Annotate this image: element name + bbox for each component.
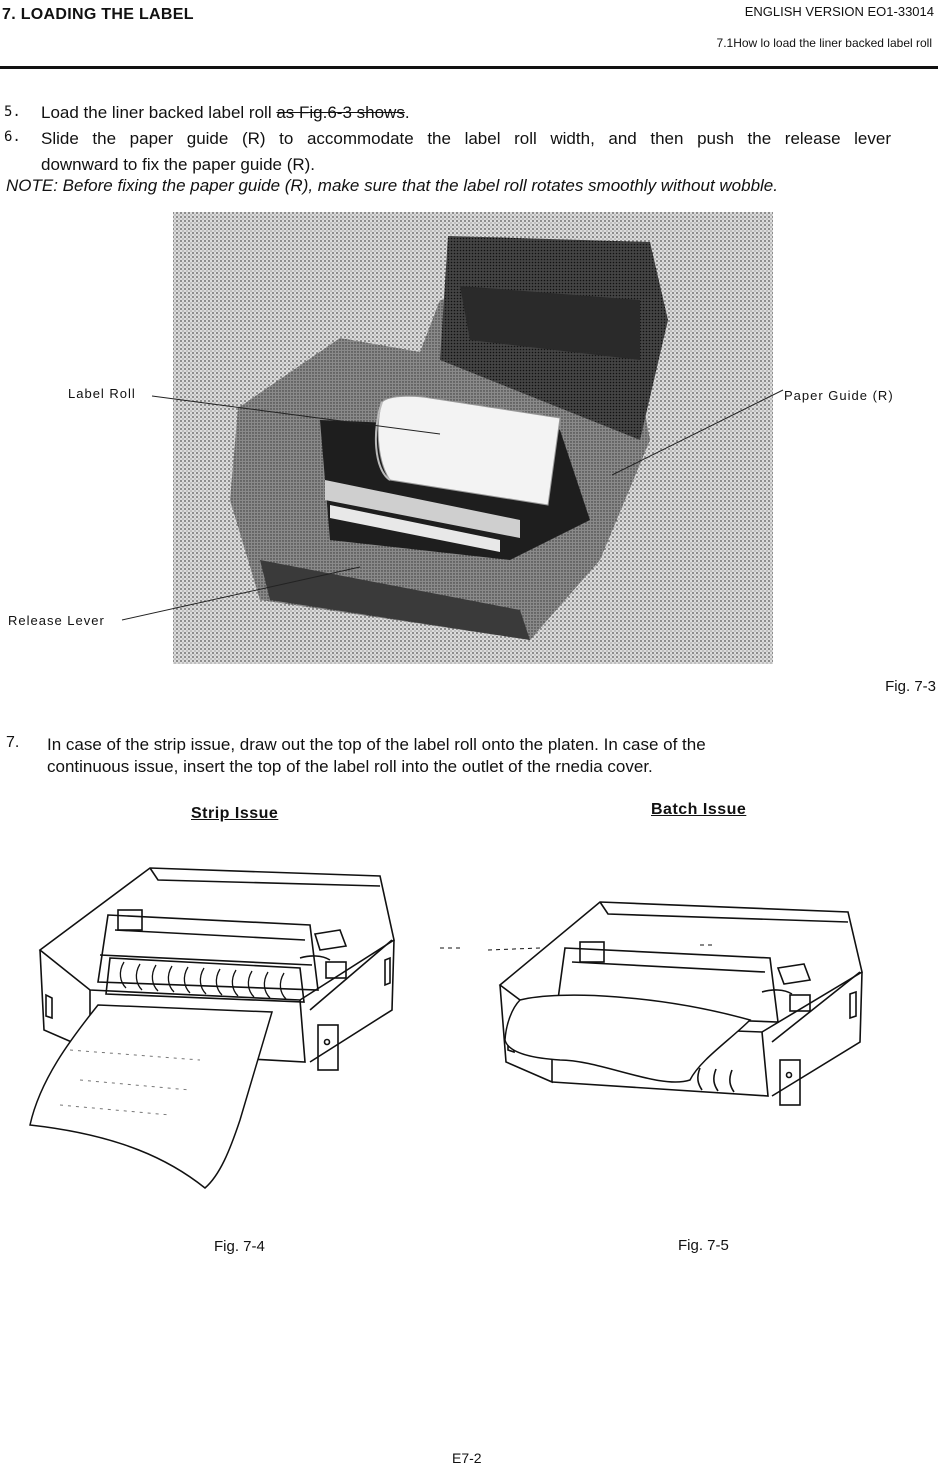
struck-text: as Fig.6-3 shows bbox=[276, 103, 405, 122]
step-number: 7. bbox=[6, 734, 20, 751]
version-label: ENGLISH VERSION EO1-33014 bbox=[744, 4, 934, 19]
note-text: NOTE: Before fixing the paper guide (R), make sure that the label roll rotates smoothly without wobble. bbox=[6, 176, 778, 195]
page-number: E7-2 bbox=[452, 1450, 482, 1466]
step-line-1: Slide the paper guide (R) to accommodate the label roll width, and then push the release lever bbox=[41, 129, 891, 148]
callout-paper-guide: Paper Guide (R) bbox=[784, 388, 894, 403]
callout-label-roll: Label Roll bbox=[68, 386, 136, 401]
step-line-2: continuous issue, insert the top of the label roll into the outlet of the rnedia cover. bbox=[47, 757, 653, 776]
step-line-1: In case of the strip issue, draw out the top of the label roll onto the platen. In case of the bbox=[47, 735, 706, 754]
figure-caption: Fig. 7-5 bbox=[678, 1237, 729, 1254]
batch-issue-heading: Batch Issue bbox=[651, 801, 747, 818]
callout-release-lever: Release Lever bbox=[8, 613, 105, 628]
step-line-2: downward to fix the paper guide (R). bbox=[41, 155, 316, 174]
step-text-after: . bbox=[404, 103, 410, 122]
figure-caption: Fig. 7-4 bbox=[214, 1238, 265, 1255]
figure-caption: Fig. 7-3 bbox=[885, 678, 936, 695]
step-text-before: Load the liner backed label roll bbox=[41, 103, 277, 122]
strip-issue-heading: Strip Issue bbox=[191, 805, 279, 822]
step-number: 6. bbox=[4, 129, 21, 145]
subsection-title: 7.1How lo load the liner backed label roll bbox=[716, 36, 932, 50]
section-title: 7. LOADING THE LABEL bbox=[2, 6, 194, 23]
step-number: 5. bbox=[4, 104, 21, 120]
